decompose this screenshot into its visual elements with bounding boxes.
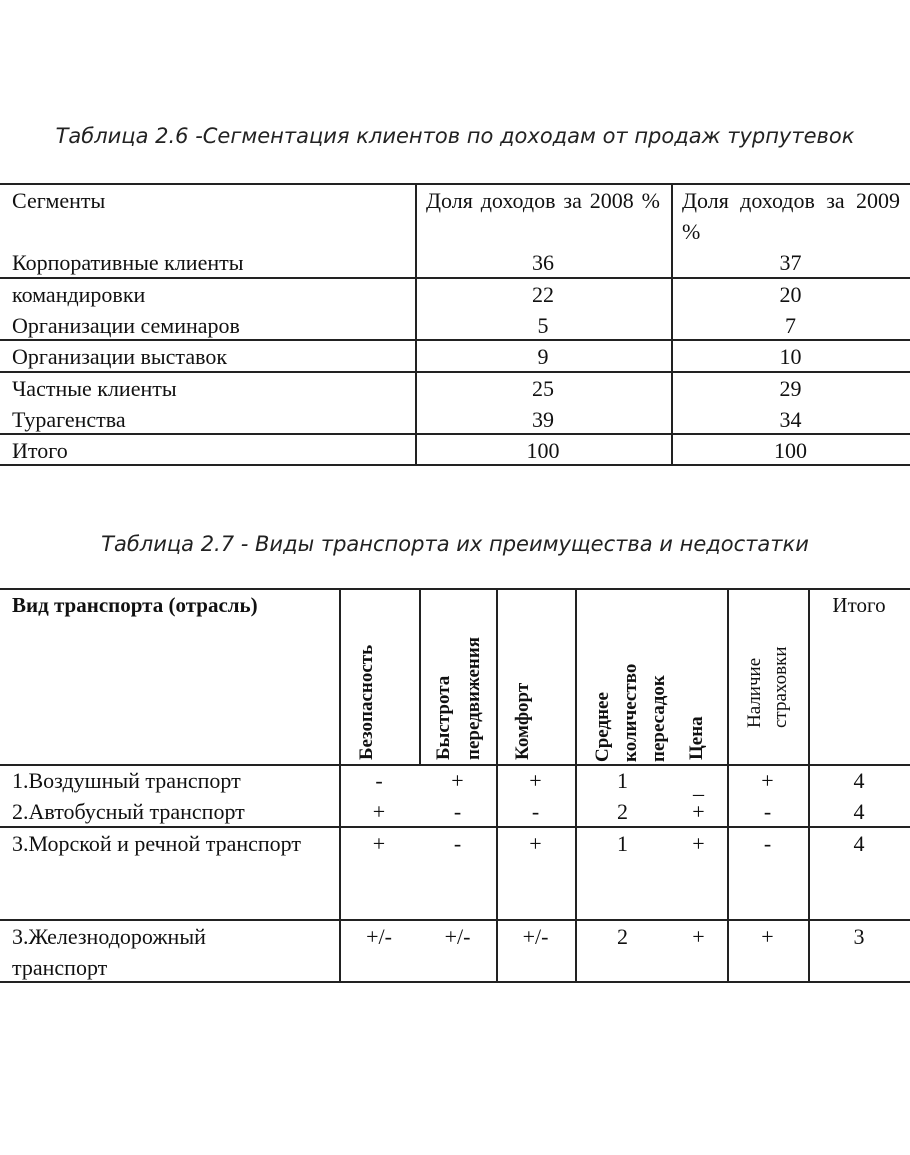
total-value: 3 <box>853 924 865 949</box>
table-2-7-caption: Таблица 2.7 - Виды транспорта их преимущества и недостатки <box>101 532 809 556</box>
header-share-2009: Доля доходов за 2009 % <box>682 188 900 244</box>
transfers-value: 1 <box>617 768 628 793</box>
header-transfers-line1: Среднее <box>592 692 613 762</box>
share-2009: 37 <box>779 250 802 275</box>
segment-label: Организации семинаров <box>12 313 240 338</box>
comfort-value: - <box>531 799 540 824</box>
share-2008: 25 <box>532 376 554 401</box>
total-2009: 100 <box>774 438 807 463</box>
segment-total-label: Итого <box>12 438 68 463</box>
speed-value: - <box>453 831 462 856</box>
segment-label: Турагенства <box>12 407 126 432</box>
table-2-6-caption: Таблица 2.6 -Сегментация клиентов по доходам от продаж турпутевок <box>55 124 855 148</box>
header-price: Цена <box>686 716 707 760</box>
price-value: + <box>692 924 705 949</box>
share-2009: 29 <box>779 376 802 401</box>
insurance-value: - <box>763 799 772 824</box>
price-value: _ <box>693 773 704 798</box>
share-2008: 39 <box>532 407 554 432</box>
header-insurance-line1: Наличие <box>744 657 765 728</box>
total-value: 4 <box>853 799 865 824</box>
share-2008: 22 <box>532 282 554 307</box>
transport-type: 2.Автобусный транспорт <box>12 799 245 824</box>
price-value: + <box>692 831 705 856</box>
transport-type: 3.Железнодорожный транспорт <box>12 924 206 980</box>
share-2008: 9 <box>537 344 549 369</box>
header-transfers-line2: количество <box>620 663 641 762</box>
segment-label: Организации выставок <box>12 344 228 369</box>
header-safety: Безопасность <box>356 644 377 760</box>
header-segments: Сегменты <box>12 188 106 213</box>
transfers-value: 2 <box>617 924 628 949</box>
header-comfort: Комфорт <box>512 682 533 760</box>
transfers-value: 1 <box>617 831 628 856</box>
speed-value: +/- <box>444 924 471 949</box>
share-2008: 5 <box>537 313 549 338</box>
transfers-value: 2 <box>617 799 628 824</box>
header-speed-line1: Быстрота <box>433 675 454 760</box>
segmentation-table <box>0 183 910 466</box>
speed-value: - <box>453 799 462 824</box>
header-transport-type: Вид транспорта (отрасль) <box>12 593 258 617</box>
header-total: Итого <box>832 593 886 617</box>
safety-value: +/- <box>366 924 392 949</box>
safety-value: + <box>372 831 386 856</box>
insurance-value: - <box>763 831 772 856</box>
segment-label: Частные клиенты <box>12 376 177 401</box>
comfort-value: + <box>529 768 542 793</box>
share-2009: 7 <box>785 313 796 338</box>
insurance-value: + <box>761 768 774 793</box>
header-speed-line2: передвижения <box>463 636 484 760</box>
header-transfers-line3: пересадок <box>648 675 669 762</box>
insurance-value: + <box>761 924 774 949</box>
share-2009: 34 <box>779 407 802 432</box>
total-2008: 100 <box>526 438 560 463</box>
total-value: 4 <box>853 831 865 856</box>
header-insurance-line2: страховки <box>770 646 791 728</box>
comfort-value: + <box>529 831 542 856</box>
transport-table <box>0 588 910 983</box>
speed-value: + <box>451 768 464 793</box>
share-2008: 36 <box>532 250 554 275</box>
price-value: + <box>692 799 705 824</box>
share-2009: 20 <box>779 282 802 307</box>
transport-type: 3.Морской и речной транспорт <box>12 831 302 856</box>
total-value: 4 <box>853 768 865 793</box>
segment-label: Корпоративные клиенты <box>12 250 244 275</box>
safety-value: - <box>375 768 383 793</box>
share-2009: 10 <box>779 344 802 369</box>
safety-value: + <box>372 799 386 824</box>
header-share-2008: Доля доходов за 2008 % <box>426 188 660 213</box>
transport-type: 1.Воздушный транспорт <box>12 768 241 793</box>
comfort-value: +/- <box>522 924 549 949</box>
segment-label: командировки <box>12 282 146 307</box>
